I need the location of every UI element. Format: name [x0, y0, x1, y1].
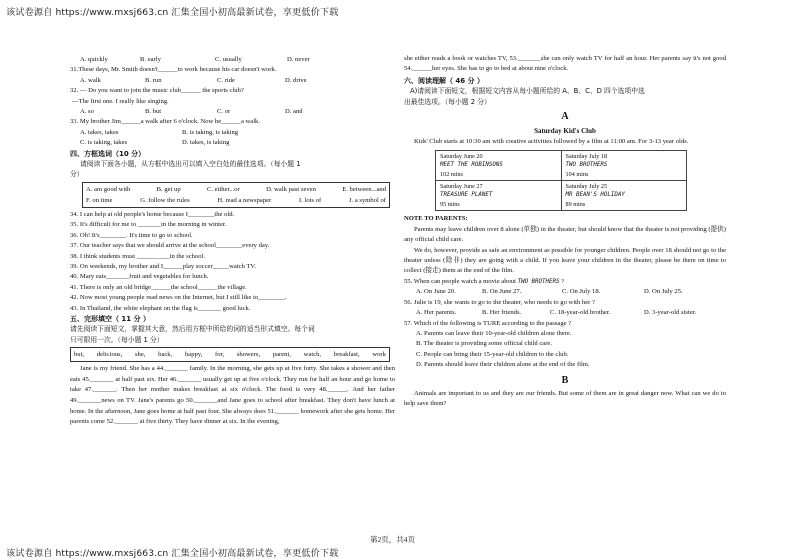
word-box-item: A. am good with: [86, 185, 131, 193]
q55-option-a: A. On June 20.: [416, 288, 456, 296]
q33-option-a: A. takes, takes: [80, 128, 119, 136]
page-header: 该试卷源自 https://www.mxsj663.cn 汇集全国小初高最新试卷，享更低价下载: [6, 7, 339, 18]
q30-option-d: D. never: [287, 56, 310, 63]
schedule-duration: 104 mins: [565, 171, 589, 179]
passage-a-intro: Kids' Club starts at 10:30 am with creative activities followed by a film at 11:00 am. For 3-13 year olds.: [414, 138, 689, 146]
question-35: 35. It's difficult for me to _______in the morning in winter.: [70, 221, 227, 229]
section-6-instruction-cont: 出最佳选项。（每小题 2 分）: [404, 97, 491, 106]
q31-option-c: C. ride: [217, 76, 235, 84]
q33-option-b: B. is taking, is taking: [182, 128, 239, 136]
word-box-item: C. either...or: [206, 185, 240, 193]
word-box-item: F. on time: [86, 196, 113, 204]
q56-option-c: C. 18-year-old brother.: [550, 309, 611, 317]
left-column: [70, 55, 395, 428]
q57-option-c: C. People can bring their 15-year-old children to the club.: [416, 350, 569, 358]
passage-a-title: Saturday Kid's Club: [534, 127, 596, 136]
q33-option-d: D. takes, is taking: [182, 139, 230, 147]
section-5-word-box: [70, 347, 390, 362]
question-55-film: TWO BROTHERS: [517, 278, 560, 285]
q55-option-d: D. On July 25.: [644, 288, 683, 296]
word-box-item: H. read a newspaper: [217, 196, 272, 204]
q32-option-a: A. so: [80, 108, 94, 116]
notes-title: NOTE TO PARENTS:: [404, 215, 468, 223]
question-55-end: ?: [559, 277, 565, 285]
word-box-item: watch,: [303, 351, 322, 359]
word-box-item: for,: [215, 351, 225, 359]
section-6-title: 六、阅读理解（ 46 分 ）: [404, 76, 485, 85]
schedule-date: Saturday July 25: [565, 183, 608, 191]
film-schedule-table: [435, 150, 687, 211]
word-box-item: work: [372, 351, 386, 359]
passage-a-letter: A: [561, 111, 569, 123]
question-34: 34. I can help at old people's home because I________the old.: [70, 210, 235, 218]
schedule-duration: 89 mins: [565, 201, 586, 209]
section-4-instruction: 请阅读下面各小题，从方框中选出可以填入空白处的最佳选项。（每小题 1: [80, 160, 301, 169]
notes-paragraph-1: Parents may leave children over 8 alone (单独) in the theater, but should know that the theater is not providing (提供) any official child care.: [404, 225, 726, 244]
q32-options: [70, 107, 395, 117]
q30-option-c: C. usually: [215, 56, 242, 63]
word-box-item: delicious,: [96, 351, 123, 359]
section-4-instruction-cont: 分）: [70, 170, 84, 179]
question-31: 31.These days, Mr. Smith doesn't______to work because his car doesn't work.: [70, 66, 277, 74]
cloze-passage: Jane is my friend. She has a 44._______ family. In the morning, she gets up at five forty. She takes a shower and then eats 45._______ at half past six. Her 46._______ usually get up at five o'clock. They run for half an hour and go home to take 47._______. Then her mother makes breakfast at six o'clock. The food is very 48.______. And her father 49._______news on TV. Jane's parents go 50._______and Jane goes to school after breakfast. They don't have lunch at home. In the afternoon, Jane goes home at half past four. She always does 51._______ homework after she gets home. Her parents come 52._______ at five thirty. They have dinner at six. In the evening,: [70, 365, 395, 426]
schedule-date: Saturday July 18: [565, 153, 608, 161]
q32-option-c: C. or: [217, 108, 231, 116]
section-4-title: 四、方框选词（10 分）: [70, 149, 146, 158]
word-box-item: she,: [134, 351, 146, 359]
section-5-title: 五、完形填空（ 11 分 ）: [70, 314, 151, 323]
question-37: 37. Our teacher says that we should arrive at the school________every day.: [70, 242, 270, 250]
word-box-item: G. follow the rules: [140, 196, 190, 204]
word-box-item: B. get up: [156, 185, 181, 193]
table-row: [436, 151, 687, 181]
question-57: 57. Which of the following is TURE according to the passage ?: [404, 319, 572, 327]
q31-option-d: D. drive: [285, 76, 307, 84]
schedule-cell: [561, 181, 687, 211]
passage-b-letter: B: [561, 374, 569, 386]
schedule-cell: [436, 151, 562, 181]
section-4-word-box: [82, 182, 390, 208]
q33-options-row1: [70, 128, 395, 138]
page-footer: 该试卷源自 https://www.mxsj663.cn 汇集全国小初高最新试卷，享更低价下载: [6, 548, 339, 559]
q55-options: [404, 287, 726, 297]
right-column: [404, 54, 726, 409]
schedule-date: Saturday June 20: [440, 153, 483, 161]
word-box-line-1: [86, 184, 386, 195]
schedule-date: Saturday June 27: [440, 183, 483, 191]
schedule-film: TREASURE PLANET: [440, 192, 493, 199]
section-6-instruction: A)请阅读下面短文，根据短文内容从每小题所给的 A、B、C、D 四个选项中选: [410, 87, 645, 96]
notes-paragraph-2: We do, however, provide as safe an environment as possible for younger children. People over 18 should not go to the theater unless (除非) they are going with a child. If you leave your children in the theater, please be there on time to collect (接走) them at the end of the film.: [404, 246, 726, 275]
q30-option-a: A. quickly: [80, 56, 108, 63]
question-56: 56. Julie is 19, she wants to go to the theater, who needs to go with her ?: [404, 298, 595, 306]
q33-options-row2: [70, 138, 395, 148]
q56-option-d: D. 3-year-old sister.: [644, 309, 697, 317]
q31-options: [70, 76, 395, 86]
question-38: 38. I think students must __________in the school.: [70, 252, 205, 260]
question-33: 33. My brother Jim______a walk after 6 o'clock. Now he______a walk.: [70, 118, 260, 126]
cloze-passage-continued: she either reads a book or watches TV, 53._______she can only watch TV for half an hour. Her parents say it's not good 54.______her eyes. She has to go to bed at about nine o'clock.: [404, 55, 726, 73]
q56-options: [404, 308, 726, 318]
question-42: 42. Now most young people read news on the Internet, but I still like to________.: [70, 294, 287, 302]
schedule-cell: [436, 181, 562, 211]
question-32: 32. — Do you want to join the music club______ the sports club?: [70, 87, 244, 95]
question-41: 41. There is only an old bridge______the school______the village.: [70, 283, 247, 291]
question-32-reply: —The first one. I really like singing.: [72, 97, 169, 105]
schedule-film: TWO BROTHERS: [565, 162, 608, 169]
word-box-item: back,: [158, 351, 173, 359]
q56-option-b: B. Her friends.: [482, 309, 522, 317]
word-box-line: [74, 349, 386, 360]
question-43: 43. In Thailand, the white elephant on the flag is_______ good luck.: [70, 304, 251, 312]
question-55: [404, 277, 726, 287]
word-box-item: E. between...and: [342, 185, 386, 193]
word-box-item: parent,: [272, 351, 291, 359]
table-row: [436, 181, 687, 211]
q56-option-a: A. Her parents.: [416, 309, 457, 317]
q30-options: [70, 55, 395, 65]
q57-option-d: D. Parents should leave their children alone at the end of the film.: [416, 361, 590, 369]
word-box-item: D. walk past seven: [266, 185, 316, 193]
section-5-instruction: 请先阅读下面短文，掌握其大意，然后用方框中所给的词的适当形式填空。每个词: [70, 325, 315, 334]
q31-option-b: B. run: [145, 76, 162, 84]
word-box-item: but,: [74, 351, 85, 359]
q57-option-b: B. The theater is providing some official child care.: [416, 340, 552, 348]
question-55-text: 55. When can people watch a movie about: [404, 277, 518, 285]
word-box-item: J. a symbol of: [348, 196, 386, 204]
schedule-duration: 95 mins: [440, 201, 460, 209]
question-39: 39. On weekends, my brother and I______play soccer_____watch TV.: [70, 262, 256, 270]
word-box-item: happy,: [184, 351, 203, 359]
q55-option-c: C. On July 18.: [562, 288, 601, 296]
schedule-film: MEET THE ROBINSONS: [440, 162, 503, 169]
schedule-duration: 102 mins: [440, 171, 463, 179]
question-36: 36. Oh! It's________. It's time to go to school.: [70, 231, 193, 239]
q31-option-a: A. walk: [80, 76, 101, 84]
question-40: 40. Mary eats_______fruit and vegetables for lunch.: [70, 273, 209, 281]
schedule-cell: [561, 151, 687, 181]
q30-option-b: B. early: [140, 56, 161, 63]
page-number: 第2页，共4页: [370, 535, 415, 544]
word-box-item: I. lots of: [299, 196, 322, 204]
q32-option-b: B. but: [145, 108, 162, 116]
q32-option-d: D. and: [285, 108, 303, 116]
word-box-line-2: [86, 195, 386, 206]
word-box-item: showers,: [236, 351, 261, 359]
q55-option-b: B. On June 27.: [482, 288, 522, 296]
q57-option-a: A. Parents can leave their 10-year-old children alone there.: [416, 329, 572, 337]
word-box-item: breakfast,: [333, 351, 360, 359]
q33-option-c: C. is taking, takes: [80, 139, 128, 147]
passage-b-text: Animals are important to us and they are our friends. But some of them are in great danger now. What can we do to help save them?: [404, 389, 726, 407]
section-5-instruction-cont: 只可限用一次。（每小题 1 分）: [70, 335, 164, 344]
schedule-film: MR BEAN'S HOLIDAY: [565, 192, 625, 199]
